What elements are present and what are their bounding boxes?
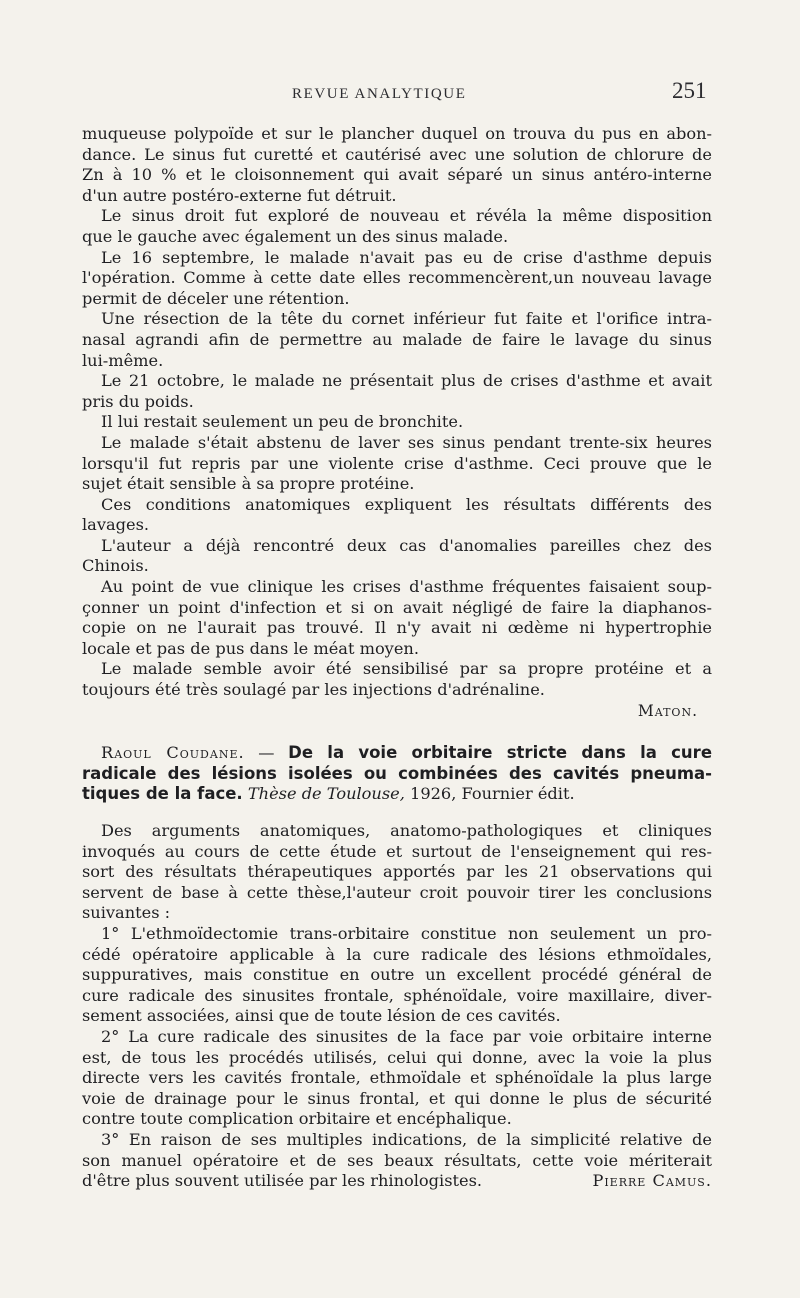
text-line: Le sinus droit fut exploré de nouveau et révéla la même disposition	[101, 206, 712, 226]
body-text	[82, 124, 712, 1192]
text-line: Le malade semble avoir été sensibilisé par sa propre protéine et a	[101, 659, 712, 679]
paragraph	[82, 536, 712, 577]
paragraph	[82, 1130, 712, 1192]
reviewer-name: Pierre Camus.	[592, 1171, 712, 1191]
review-signature	[82, 701, 712, 722]
running-header	[0, 78, 800, 108]
citation-line	[82, 784, 712, 805]
text-line: 3° En raison de ses multiples indications, de la simplicité relative de	[101, 1129, 712, 1149]
paragraph	[82, 924, 712, 1027]
text-line: Le 21 octobre, le malade ne présentait plus de crises d'asthme et avait	[101, 371, 712, 391]
text-line: son manuel opératoire et de ses beaux résultats, cette voie mériterait	[82, 1150, 712, 1170]
text-line: locale et pas de pus dans le méat moyen.	[82, 638, 419, 658]
citation-line	[82, 743, 712, 764]
text-line: sort des résultats thérapeutiques apportés par les 21 observations qui	[82, 862, 712, 882]
text-line	[82, 1171, 712, 1192]
text-line: copie on ne l'aurait pas trouvé. Il n'y avait ni œdème ni hypertrophie	[82, 618, 712, 638]
text-line: est, de tous les procédés utilisés, celui qui donne, avec la voie la plus	[82, 1047, 712, 1067]
text-line: suivantes :	[82, 903, 171, 923]
text-line: Le 16 septembre, le malade n'avait pas eu de crise d'asthme depuis	[101, 247, 712, 267]
text-line: voie de drainage pour le sinus frontal, et qui donne le plus de sécurité	[82, 1088, 712, 1108]
paragraph	[82, 371, 712, 412]
paragraph	[82, 433, 712, 495]
text-line: L'auteur a déjà rencontré deux cas d'anomalies pareilles chez des	[101, 535, 712, 555]
source-details: 1926, Fournier édit.	[404, 784, 575, 804]
citation-dash: —	[244, 743, 289, 763]
text-line: Il lui restait seulement un peu de bronchite.	[101, 412, 464, 432]
text-line: Ces conditions anatomiques expliquent les résultats différents des	[101, 494, 712, 514]
text-line: pris du poids.	[82, 391, 194, 411]
paragraph	[82, 495, 712, 536]
paragraph	[82, 659, 712, 700]
article-title: De la voie orbitaire stricte dans la cure	[288, 743, 713, 763]
text-line: cure radicale des sinusites frontale, sphénoïdale, voire maxillaire, diver-	[82, 985, 712, 1005]
paragraph	[82, 248, 712, 310]
text-line: Au point de vue clinique les crises d'asthme fréquentes faisaient soup-	[101, 577, 712, 597]
article-title: tiques de la face.	[82, 784, 243, 804]
text-line: çonner un point d'infection et si on avait négligé de faire la diaphanos-	[82, 597, 712, 617]
text-line: servent de base à cette thèse,l'auteur croit pouvoir tirer les conclusions	[82, 882, 712, 902]
author-name: Raoul Coudane.	[101, 743, 245, 763]
reviewer-name: Maton.	[637, 701, 698, 720]
paragraph	[82, 821, 712, 924]
text-line: permit de déceler une rétention.	[82, 288, 350, 308]
text-line: toujours été très soulagé par les injections d'adrénaline.	[82, 680, 545, 700]
text-line: Une résection de la tête du cornet inférieur fut faite et l'orifice intra-	[101, 309, 712, 329]
article-title: radicale des lésions isolées ou combinées des cavités pneuma-	[82, 763, 712, 783]
source-title: Thèse de Toulouse,	[247, 784, 405, 804]
text-line: muqueuse polypoïde et sur le plancher duquel on trouva du pus en abon-	[82, 124, 712, 143]
text-line: l'opération. Comme à cette date elles recommencèrent,un nouveau lavage	[82, 268, 712, 288]
paragraph	[82, 577, 712, 659]
text-line: que le gauche avec également un des sinus malade.	[82, 226, 509, 246]
text-line: Zn à 10 % et le cloisonnement qui avait séparé un sinus antéro-interne	[82, 165, 712, 185]
running-title: REVUE ANALYTIQUE	[292, 86, 467, 102]
paragraph	[82, 124, 712, 206]
article-citation	[82, 743, 712, 805]
text-line: sujet était sensible à sa propre protéine.	[82, 474, 415, 494]
text-line: suppuratives, mais constitue en outre un excellent procédé général de	[82, 965, 712, 985]
text-line: sement associées, ainsi que de toute lésion de ces cavités.	[82, 1006, 561, 1026]
text-line: contre toute complication orbitaire et encéphalique.	[82, 1109, 512, 1129]
paragraph	[82, 206, 712, 247]
text-line: 1° L'ethmoïdectomie trans-orbitaire constitue non seulement un pro-	[101, 923, 712, 943]
text-line: cédé opératoire applicable à la cure radicale des lésions ethmoïdales,	[82, 944, 712, 964]
text-line: Chinois.	[82, 556, 149, 576]
paragraph	[82, 309, 712, 371]
text-line: lui-même.	[82, 350, 164, 370]
text-line: d'un autre postéro-externe fut détruit.	[82, 185, 397, 205]
text-line: Le malade s'était abstenu de laver ses sinus pendant trente-six heures	[101, 432, 712, 452]
text-line: nasal agrandi afin de permettre au malade de faire le lavage du sinus	[82, 329, 712, 349]
text-line: invoqués au cours de cette étude et surtout de l'enseignement qui res-	[82, 841, 712, 861]
text-line: 2° La cure radicale des sinusites de la face par voie orbitaire interne	[101, 1026, 712, 1046]
text-line: dance. Le sinus fut curetté et cautérisé avec une solution de chlorure de	[82, 144, 712, 164]
paragraph	[82, 1027, 712, 1130]
paragraph	[82, 412, 712, 433]
text-line: lavages.	[82, 515, 150, 535]
text-line: Des arguments anatomiques, anatomo-pathologiques et cliniques	[101, 821, 712, 840]
page-number: 251	[672, 78, 707, 103]
text-line: directe vers les cavités frontale, ethmoïdale et sphénoïdale la plus large	[82, 1068, 712, 1088]
text-line: lorsqu'il fut repris par une violente crise d'asthme. Ceci prouve que le	[82, 453, 712, 473]
citation-line	[82, 764, 712, 785]
text-fragment: d'être plus souvent utilisée par les rhinologistes.	[82, 1171, 483, 1191]
